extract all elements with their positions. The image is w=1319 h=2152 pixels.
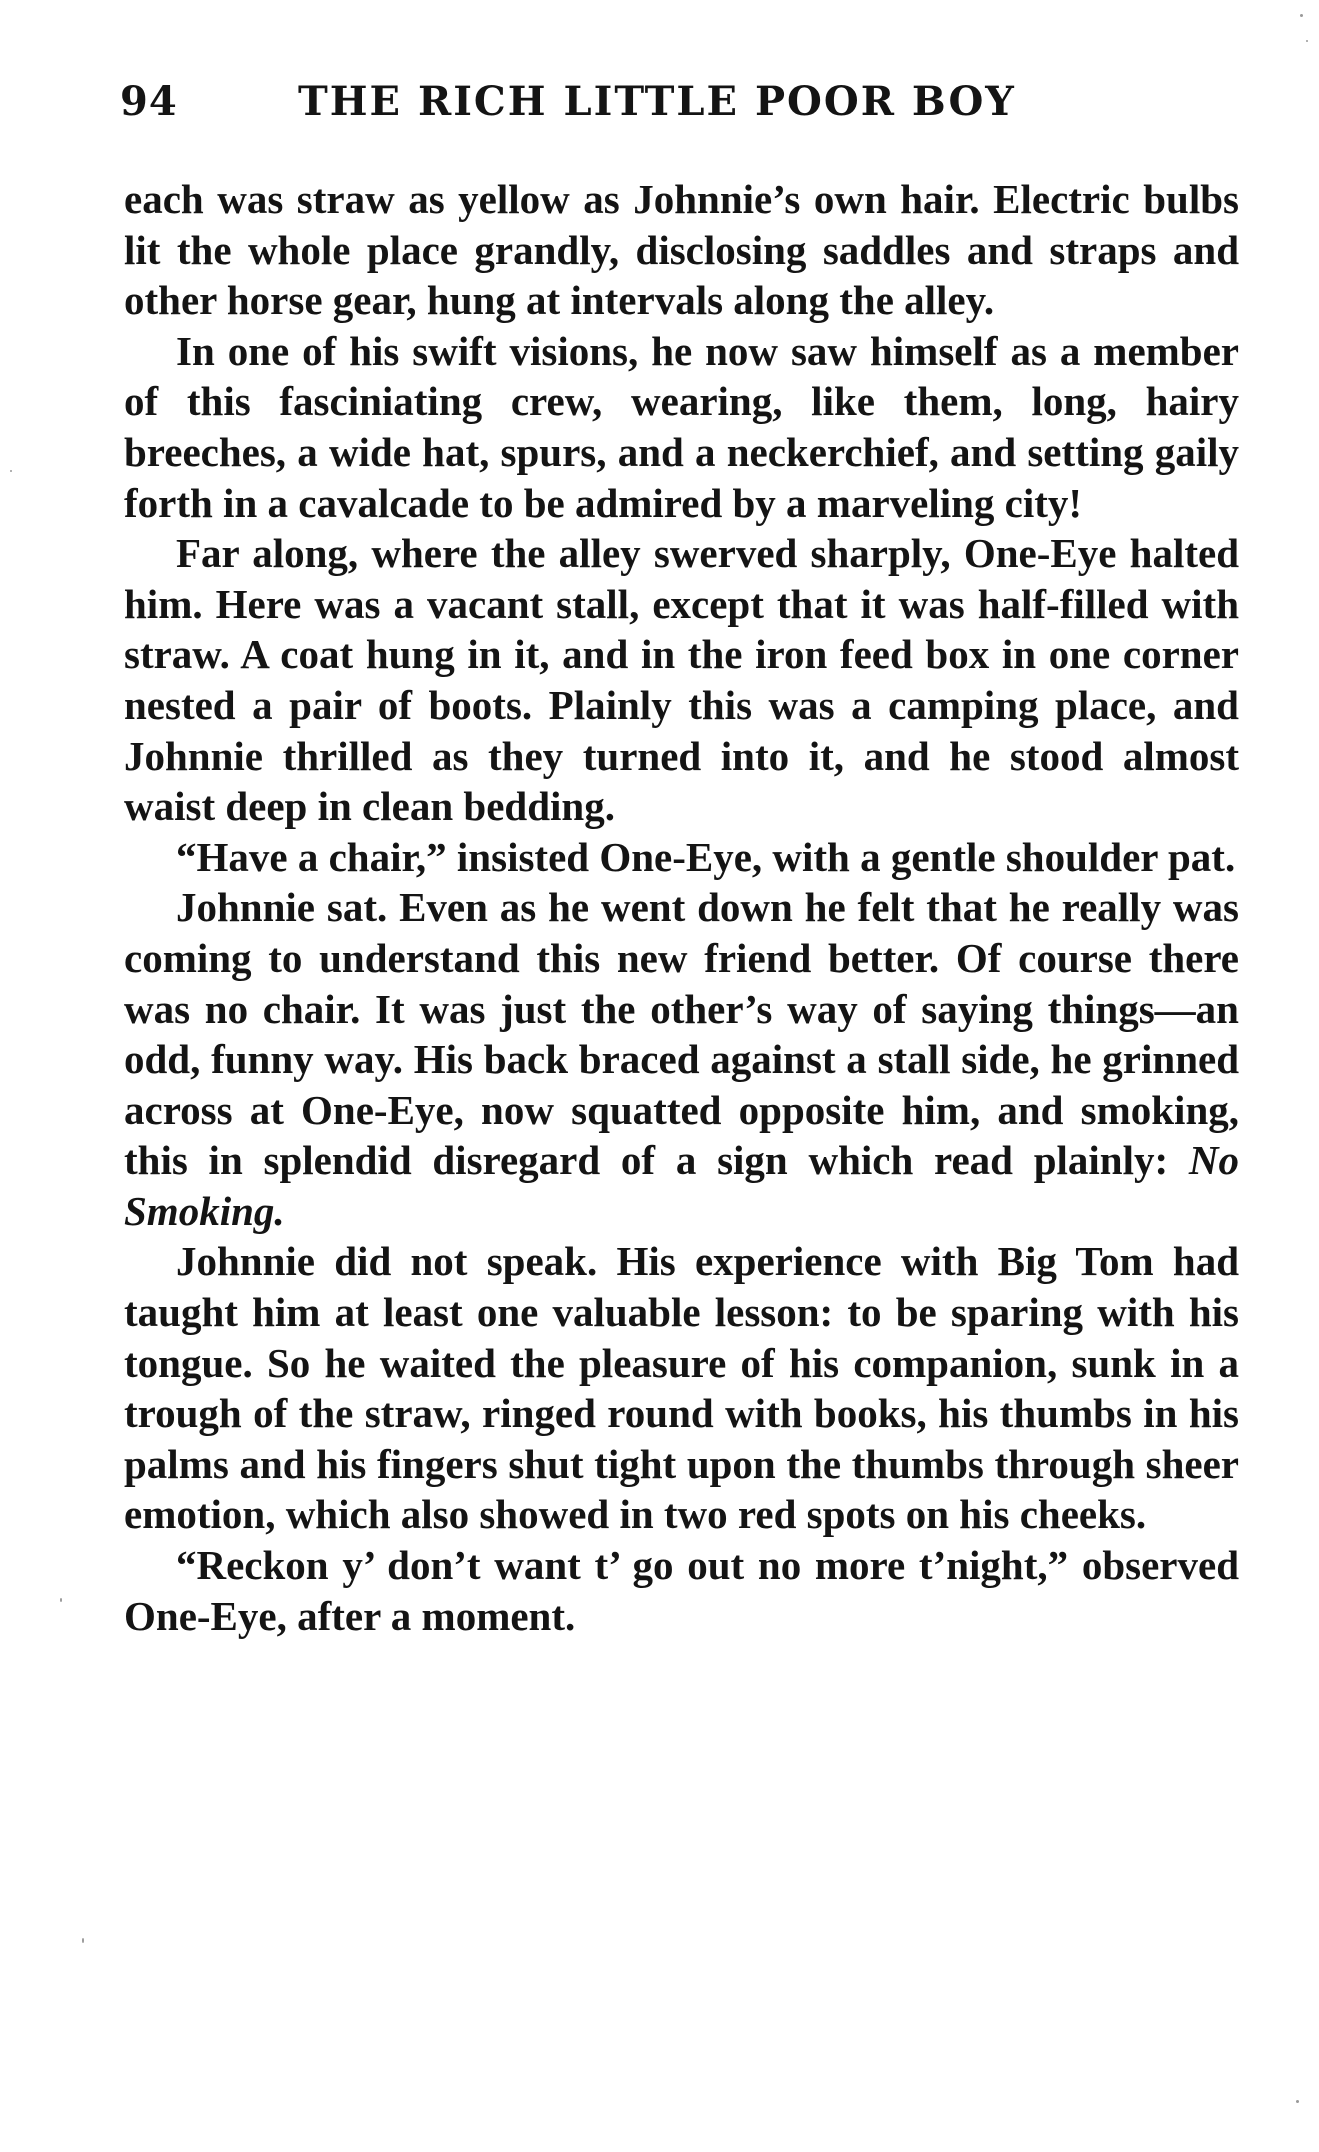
page-number: 94	[120, 78, 178, 125]
scan-speck	[10, 470, 12, 472]
page-header	[120, 78, 1240, 138]
running-head-title: THE RICH LITTLE POOR BOY	[298, 78, 1016, 125]
paragraph: “Reckon y’ don’t want t’ go out no more t’night,” observed One-Eye, after a moment.	[124, 1542, 1239, 1639]
scan-speck	[1306, 40, 1308, 42]
scan-speck	[1300, 14, 1303, 17]
paragraph	[124, 882, 1239, 1236]
paragraph: “Have a chair,” insisted One-Eye, with a gentle shoulder pat.	[176, 833, 1236, 880]
scan-speck	[60, 1598, 62, 1602]
body-text	[124, 174, 1239, 1641]
paragraph: Johnnie did not speak. His experience with Big Tom had taught him at least one valuable lesson: to be sparing with his tongue. So he waited the pleasure of his companion, sunk in a trough of the straw, ringed round with books, his thumbs in his palms and his fingers shut tight upon the thumbs through sheer emotion, which also showed in two red spots on his cheeks.	[124, 1238, 1239, 1538]
paragraph-text: Johnnie sat. Even as he went down he felt that he really was coming to understand this new friend better. Of course there was no chair. It was just the other’s way of saying things—an odd, funny way. His back braced against a stall side, he grinned across at One-Eye, now squatted opposite him, and smoking, this in splendid disregard of a sign which read plainly:	[124, 884, 1239, 1184]
scan-speck	[82, 1938, 84, 1943]
paragraph: In one of his swift visions, he now saw himself as a member of this fasciniating crew, wearing, like them, long, hairy breeches, a wide hat, spurs, and a neckerchief, and setting gaily forth in a cavalcade to be admired by a marveling city!	[124, 327, 1239, 526]
sign-text-emphasis: No Smoking.	[124, 1137, 1240, 1234]
paragraph: Far along, where the alley swerved sharply, One-Eye halted him. Here was a vacant stall, except that it was half-filled with straw. A coat hung in it, and in the iron feed box in one corner nested a pair of boots. Plainly this was a camping place, and Johnnie thrilled as they turned into it, and he stood almost waist deep in clean bedding.	[124, 530, 1239, 830]
scan-speck	[1296, 2100, 1299, 2103]
paragraph-continuation: each was straw as yellow as Johnnie’s own hair. Electric bulbs lit the whole place grandly, disclosing saddles and straps and other horse gear, hung at intervals along the alley.	[124, 176, 1239, 324]
